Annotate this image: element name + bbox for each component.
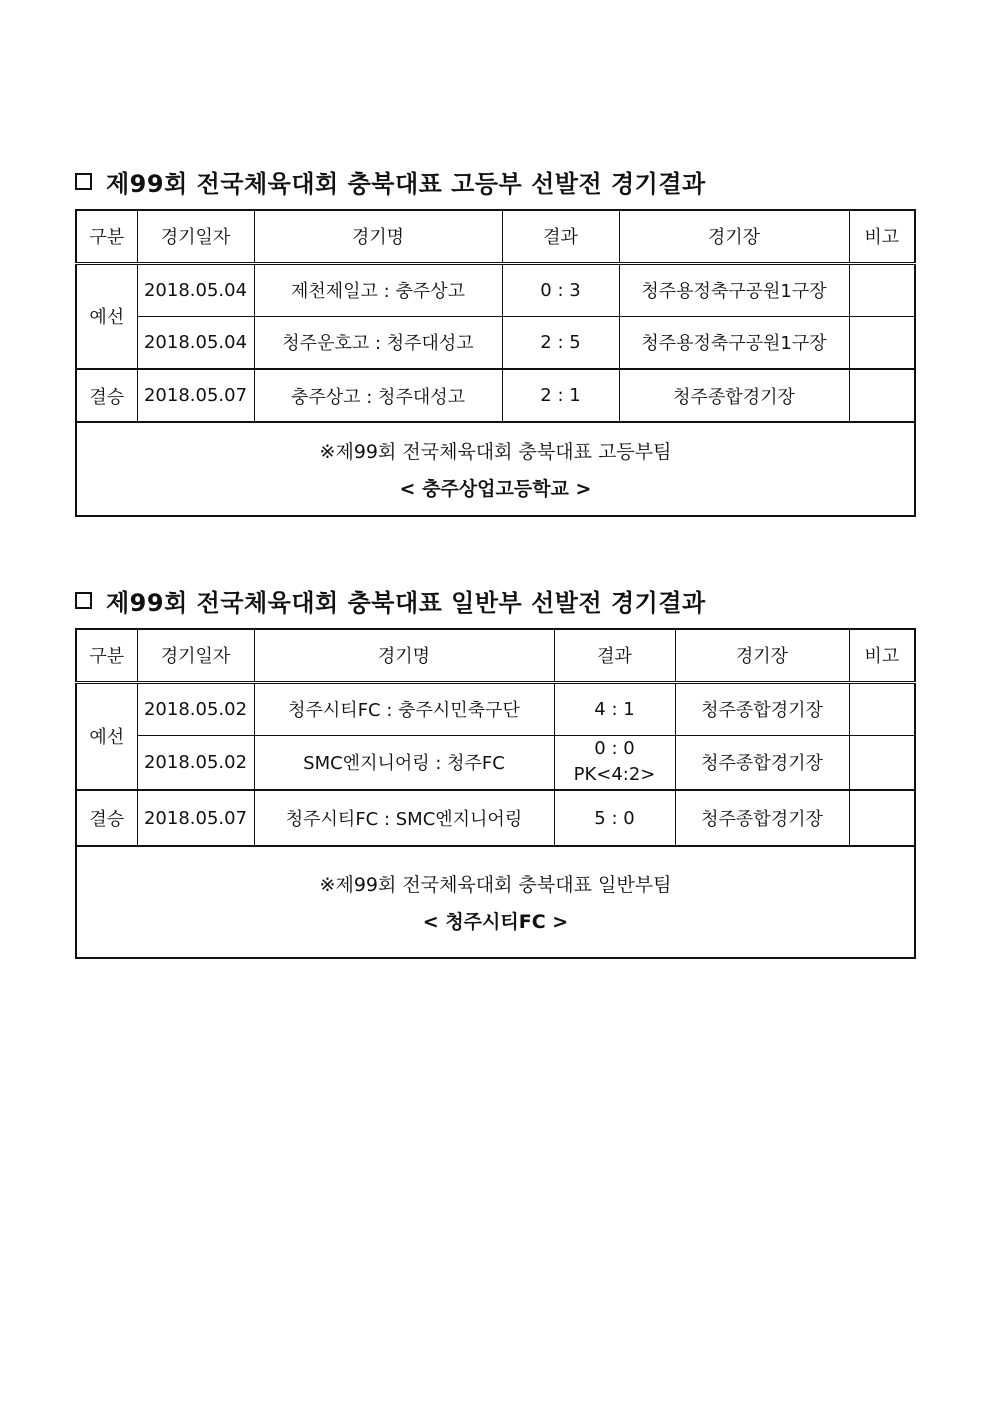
match-cell: 제천제일고 : 충주상고 (254, 263, 502, 316)
round-cell: 결승 (76, 369, 137, 422)
header-note: 비고 (849, 629, 915, 682)
result-score: 0 : 0 (594, 738, 635, 760)
section-2-title: 제99회 전국체육대회 충북대표 일반부 선발전 경기결과 (106, 589, 706, 617)
footer-winner: < 충주상업고등학교 > (399, 478, 592, 500)
match-cell: 청주시티FC : SMC엔지니어링 (254, 790, 554, 846)
section-1-title: 제99회 전국체육대회 충북대표 고등부 선발전 경기결과 (106, 170, 706, 198)
header-venue: 경기장 (675, 629, 849, 682)
note-cell (849, 682, 915, 735)
date-cell: 2018.05.07 (137, 369, 254, 422)
note-cell (849, 316, 915, 369)
date-cell: 2018.05.02 (137, 682, 254, 735)
header-date: 경기일자 (137, 210, 254, 263)
result-cell: 5 : 0 (554, 790, 675, 846)
footer-caption: ※제99회 전국체육대회 충북대표 일반부팀 (319, 874, 672, 896)
result-cell: 0 : 3 (502, 263, 619, 316)
footer-row (76, 422, 915, 516)
footer-winner: < 청주시티FC > (422, 911, 569, 933)
table-row (76, 316, 915, 369)
header-venue: 경기장 (619, 210, 849, 263)
section-1-heading (75, 164, 706, 199)
result-cell: 2 : 5 (502, 316, 619, 369)
venue-cell: 청주종합경기장 (619, 369, 849, 422)
table-row (76, 735, 915, 790)
footer-row (76, 846, 915, 958)
header-result: 결과 (502, 210, 619, 263)
venue-cell: 청주종합경기장 (675, 682, 849, 735)
table-row (76, 790, 915, 846)
result-cell: 4 : 1 (554, 682, 675, 735)
result-cell (554, 735, 675, 790)
result-cell: 2 : 1 (502, 369, 619, 422)
header-result: 결과 (554, 629, 675, 682)
header-round: 구분 (76, 210, 137, 263)
header-date: 경기일자 (137, 629, 254, 682)
table-row (76, 263, 915, 316)
result-penalty: PK<4:2> (573, 764, 656, 786)
venue-cell: 청주용정축구공원1구장 (619, 263, 849, 316)
venue-cell: 청주종합경기장 (675, 790, 849, 846)
round-cell: 예선 (76, 263, 137, 369)
note-cell (849, 369, 915, 422)
round-cell: 예선 (76, 682, 137, 790)
table-row (76, 682, 915, 735)
match-cell: 충주상고 : 청주대성고 (254, 369, 502, 422)
match-cell: 청주시티FC : 충주시민축구단 (254, 682, 554, 735)
match-cell: 청주운호고 : 청주대성고 (254, 316, 502, 369)
venue-cell: 청주용정축구공원1구장 (619, 316, 849, 369)
section-1-table (75, 209, 916, 517)
round-cell: 결승 (76, 790, 137, 846)
date-cell: 2018.05.04 (137, 316, 254, 369)
header-row (76, 629, 915, 682)
checkbox-icon (75, 173, 92, 190)
note-cell (849, 735, 915, 790)
date-cell: 2018.05.02 (137, 735, 254, 790)
header-note: 비고 (849, 210, 915, 263)
section-2-heading (75, 583, 706, 618)
table-row (76, 369, 915, 422)
note-cell (849, 790, 915, 846)
venue-cell: 청주종합경기장 (675, 735, 849, 790)
header-round: 구분 (76, 629, 137, 682)
footer-caption: ※제99회 전국체육대회 충북대표 고등부팀 (319, 441, 672, 463)
date-cell: 2018.05.04 (137, 263, 254, 316)
footer-cell (76, 422, 915, 516)
date-cell: 2018.05.07 (137, 790, 254, 846)
match-cell: SMC엔지니어링 : 청주FC (254, 735, 554, 790)
note-cell (849, 263, 915, 316)
section-2-table (75, 628, 916, 959)
header-row (76, 210, 915, 263)
footer-cell (76, 846, 915, 958)
checkbox-icon (75, 592, 92, 609)
header-match: 경기명 (254, 210, 502, 263)
header-match: 경기명 (254, 629, 554, 682)
